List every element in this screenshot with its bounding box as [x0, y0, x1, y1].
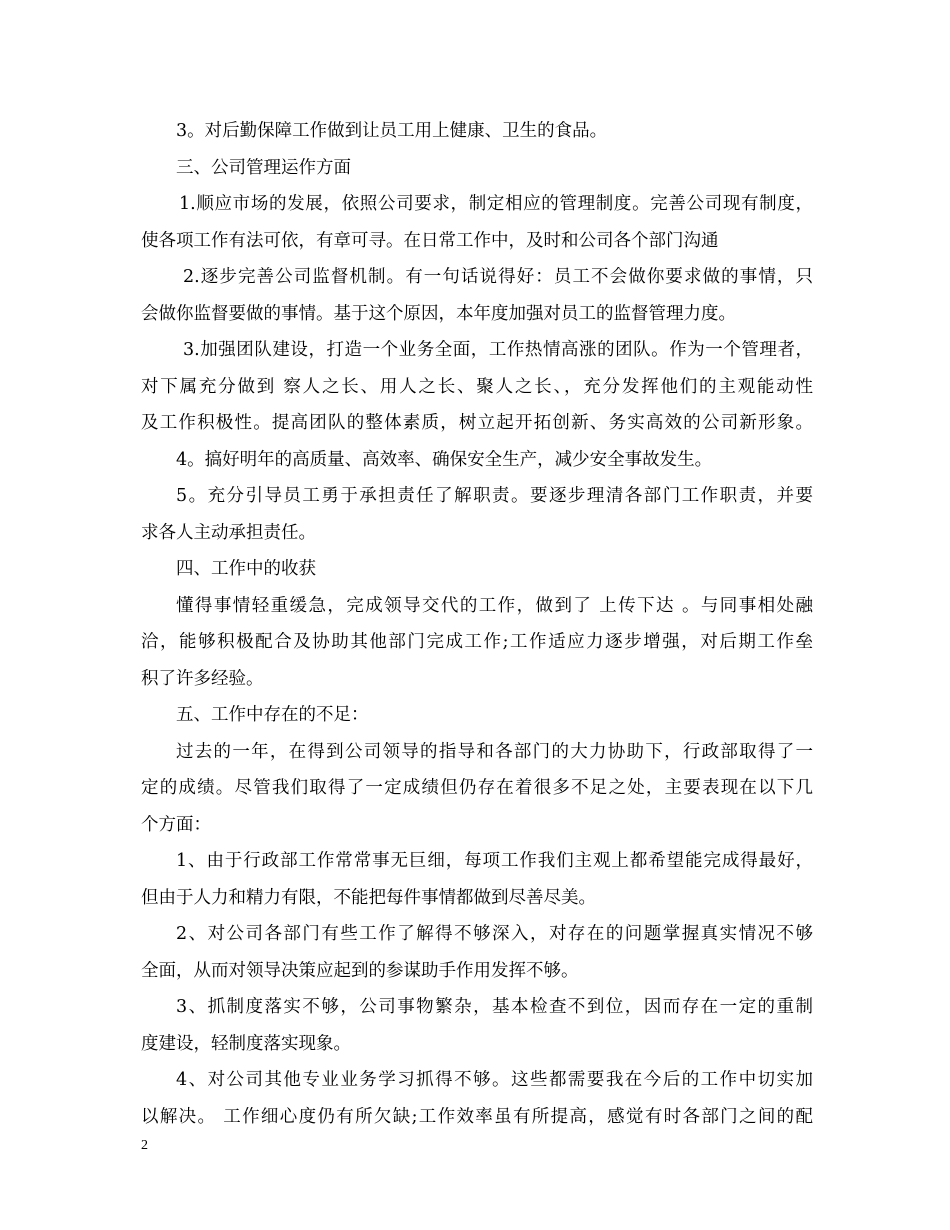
paragraph-line: 3。对后勤保障工作做到让员工用上健康、卫生的食品。 — [176, 121, 608, 141]
section-heading: 五、工作中存在的不足： — [176, 705, 369, 725]
paragraph-line: 使各项工作有法可依，有章可寻。在日常工作中，及时和公司各个部门沟通 — [141, 230, 719, 251]
paragraph-line: 以解决。 工作细心度仍有所欠缺;工作效率虽有所提高，感觉有时各部门之间的配 — [141, 1106, 813, 1127]
paragraph-line: 3.加强团队建设，打造一个业务全面，工作热情高涨的团队。作为一个管理者， — [183, 340, 813, 360]
paragraph-line: 但由于人力和精力有限，不能把每件事情都做到尽善尽美。 — [141, 887, 596, 908]
paragraph-line: 4、对公司其他专业业务学习抓得不够。这些都需要我在今后的工作中切实加 — [176, 1070, 813, 1090]
paragraph-line: 对下属充分做到 察人之长、用人之长、聚人之长、，充分发挥他们的主观能动性 — [141, 376, 813, 397]
paragraph-line: 个方面： — [141, 814, 211, 835]
paragraph-line: 度建设，轻制度落实现象。 — [141, 1033, 351, 1054]
paragraph-line: 懂得事情轻重缓急，完成领导交代的工作，做到了 上传下达 。与同事相处融 — [176, 595, 813, 616]
paragraph-line: 过去的一年，在得到公司领导的指导和各部门的大力协助下，行政部取得了一 — [176, 741, 813, 762]
paragraph-line: 定的成绩。尽管我们取得了一定成绩但仍存在着很多不足之处，主要表现在以下几 — [141, 778, 813, 798]
page-number: 2 — [141, 1138, 148, 1153]
paragraph-line: 4。搞好明年的高质量、高效率、确保安全生产，减少安全事故发生。 — [176, 449, 713, 470]
paragraph-line: 洽，能够积极配合及协助其他部门完成工作;工作适应力逐步增强，对后期工作垒 — [141, 632, 813, 652]
paragraph-line: 1.顺应市场的发展，依照公司要求，制定相应的管理制度。完善公司现有制度， — [179, 194, 813, 214]
paragraph-line: 求各人主动承担责任。 — [141, 522, 316, 543]
document-body — [141, 113, 813, 1135]
paragraph-line: 2、对公司各部门有些工作了解得不够深入，对存在的问题掌握真实情况不够 — [176, 924, 813, 944]
paragraph-line: 会做你监督要做的事情。基于这个原因，本年度加强对员工的监督管理力度。 — [141, 303, 736, 324]
paragraph-line: 2.逐步完善公司监督机制。有一句话说得好：员工不会做你要求做的事情，只 — [183, 267, 813, 287]
paragraph-line: 及工作积极性。提高团队的整体素质，树立起开拓创新、务实高效的公司新形象。 — [141, 413, 813, 433]
paragraph-line: 积了许多经验。 — [141, 668, 264, 689]
paragraph-line: 5。充分引导员工勇于承担责任了解职责。要逐步理清各部门工作职责，并要 — [176, 486, 813, 506]
paragraph-line: 全面，从而对领导决策应起到的参谋助手作用发挥不够。 — [141, 960, 579, 981]
paragraph-line: 3、抓制度落实不够，公司事物繁杂，基本检查不到位，因而存在一定的重制 — [176, 997, 813, 1017]
paragraph-line: 1、由于行政部工作常常事无巨细，每项工作我们主观上都希望能完成得最好， — [176, 851, 813, 871]
section-heading: 三、公司管理运作方面 — [176, 157, 351, 178]
section-heading: 四、工作中的收获 — [176, 559, 316, 579]
